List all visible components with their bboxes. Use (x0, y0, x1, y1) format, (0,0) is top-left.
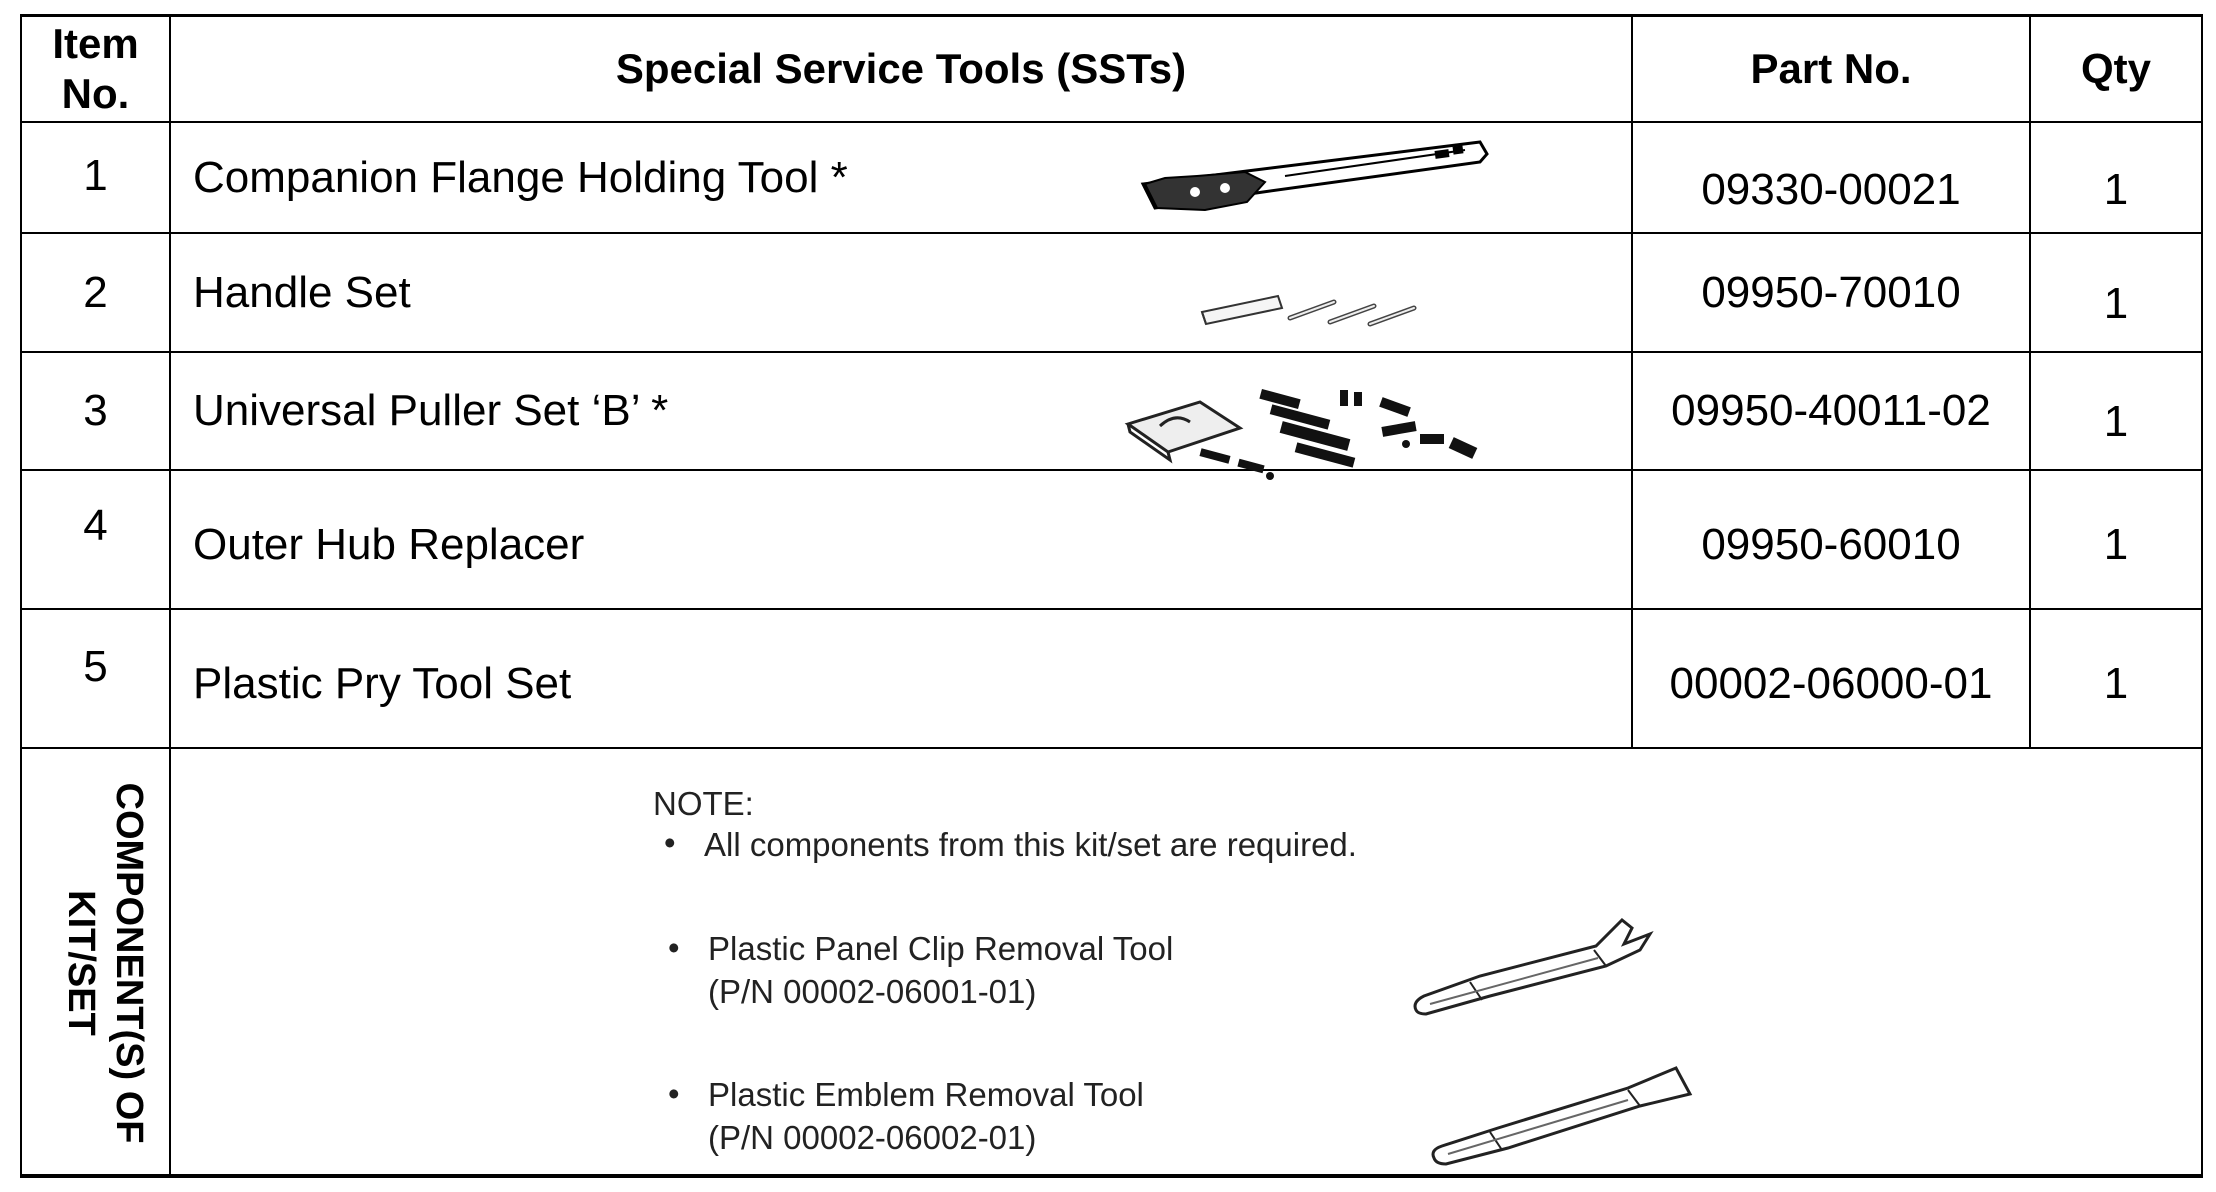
puller-set-icon (1120, 372, 1510, 482)
table-row-2-part-no: 09950-70010 (1701, 267, 1961, 317)
note-text: All components from this kit/set are required. (704, 826, 1357, 863)
table-row-4-item-no: 4 (83, 501, 108, 550)
component-bullet: • (668, 1075, 680, 1112)
header-item-no: Item No. (52, 19, 139, 117)
table-row-2-item-no: 2 (83, 267, 108, 317)
table-border-bottom (20, 1174, 2203, 1178)
table-row-3-qty: 1 (2103, 397, 2129, 446)
table-row-5-qty: 1 (2103, 658, 2129, 708)
table-row-5-part-no: 00002-06000-01 (1669, 658, 1993, 708)
emblem-tool-icon (1428, 1054, 1698, 1174)
panel-clip-tool-icon (1410, 896, 1660, 1026)
component-bullet: • (668, 929, 680, 966)
sst-table (20, 14, 2203, 1178)
table-row-2-tool-name: Handle Set (193, 267, 411, 317)
table-row-5-tool-name: Plastic Pry Tool Set (193, 658, 572, 708)
table-row-3-part-no: 09950-40011-02 (1671, 386, 1991, 435)
table-row-1-part-no: 09330-00021 (1701, 164, 1961, 214)
components-of-kit-label: COMPONENT(S) OF KIT/SET (60, 782, 150, 1144)
header-qty: Qty (2080, 44, 2151, 92)
component-2-name: Plastic Emblem Removal Tool (708, 1076, 1144, 1113)
row-divider (20, 747, 2203, 749)
table-row-1-item-no: 1 (83, 151, 108, 200)
component-1-part-no: (P/N 00002-06001-01) (708, 973, 1037, 1010)
table-row-4-qty: 1 (2103, 519, 2129, 569)
table-row-3-item-no: 3 (83, 386, 108, 435)
table-row-4-tool-name: Outer Hub Replacer (193, 519, 585, 569)
table-row-3-tool-name: Universal Puller Set ‘B’ * (193, 386, 669, 435)
table-row-1-tool-name: Companion Flange Holding Tool * (193, 153, 848, 202)
note-title: NOTE: (653, 785, 754, 822)
note-bullet: • (664, 824, 676, 861)
table-row-2-qty: 1 (2103, 278, 2129, 328)
handle-set-icon (1198, 282, 1423, 342)
table-row-5-item-no: 5 (83, 642, 108, 691)
header-part-no: Part No. (1750, 44, 1912, 92)
table-row-1-qty: 1 (2103, 164, 2129, 214)
header-special-service-tools: Special Service Tools (SSTs) (615, 44, 1187, 92)
component-2-part-no: (P/N 00002-06002-01) (708, 1119, 1037, 1156)
table-border-right (2201, 14, 2203, 1178)
component-1-name: Plastic Panel Clip Removal Tool (708, 930, 1174, 967)
table-row-4-part-no: 09950-60010 (1701, 519, 1961, 569)
flange-holding-tool-icon (1135, 132, 1495, 227)
